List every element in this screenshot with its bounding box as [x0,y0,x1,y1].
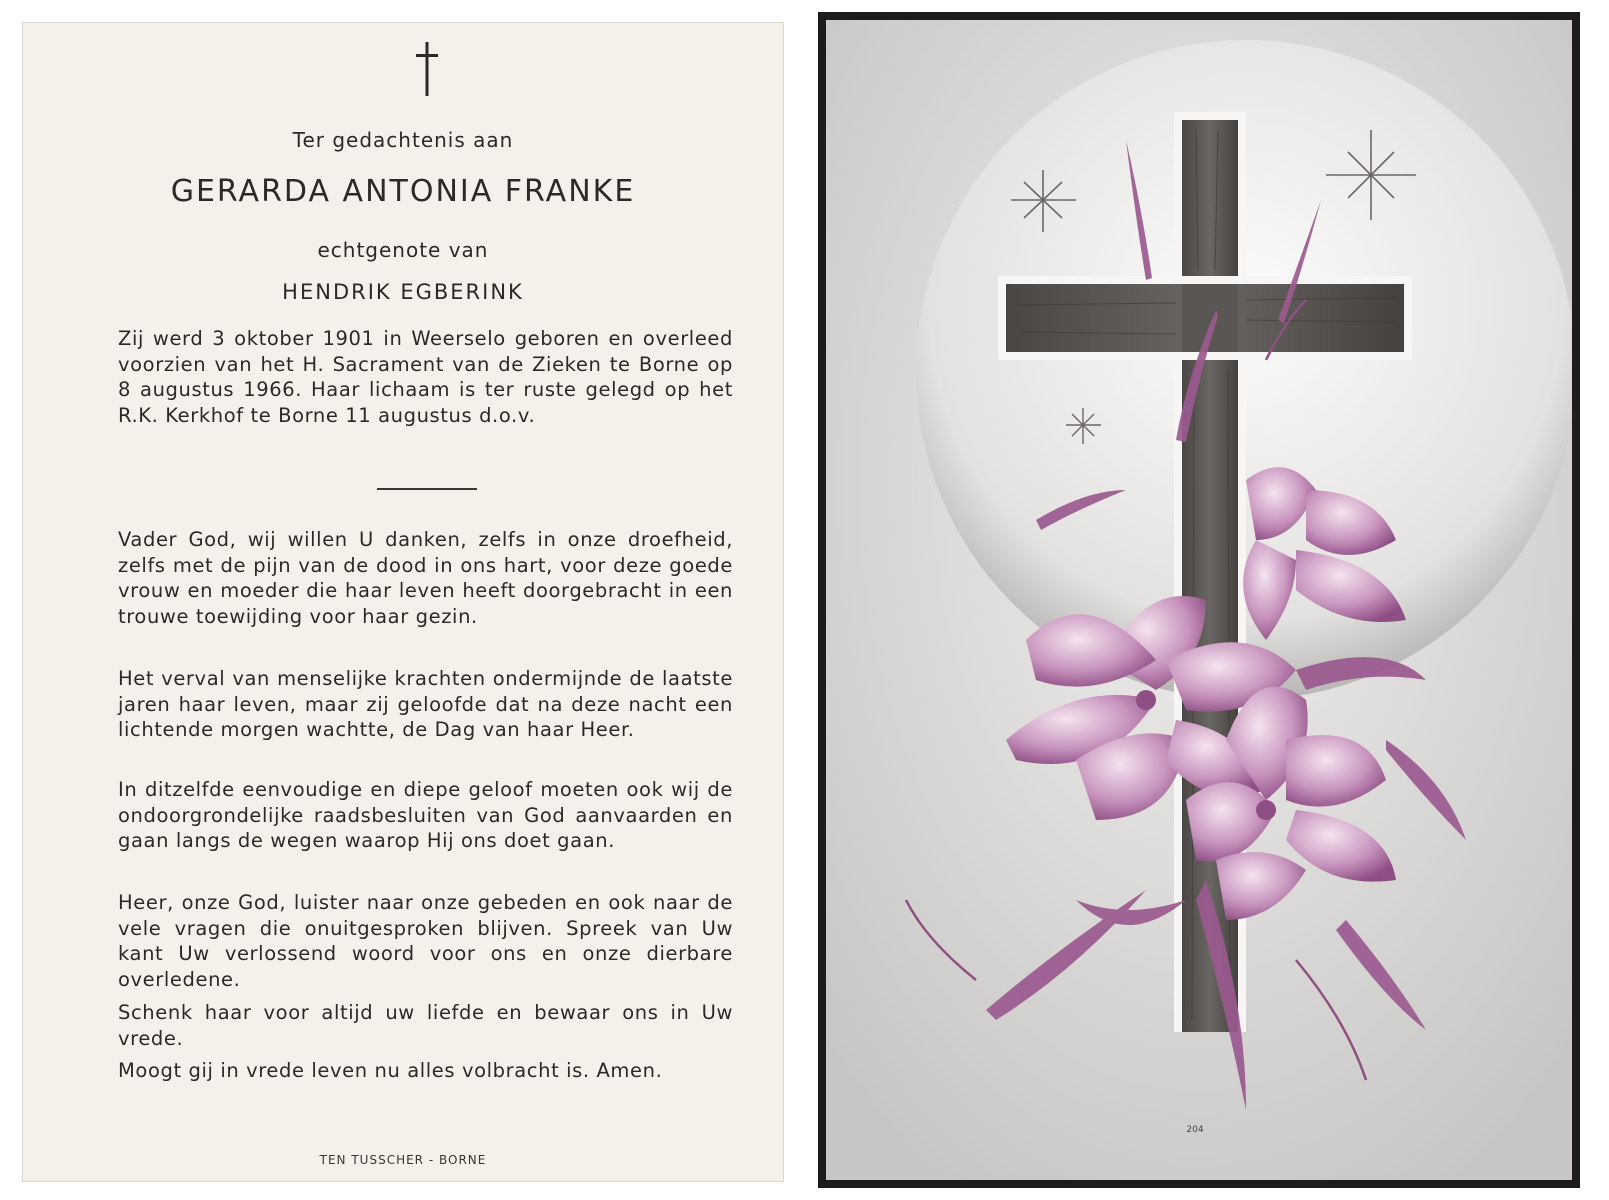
publisher-mark: 204 [1186,1125,1204,1135]
deceased-name: GERARDA ANTONIA FRANKE [170,174,636,209]
spouse-name: HENDRIK EGBERINK [282,280,524,304]
prayer-paragraph: Vader God, wij willen U danken, zelfs in onze droefheid, zelfs met de pijn van de dood in ons hart, voor deze goede vrouw en moeder die haar leven heeft doorgebracht in een trouwe toewijding voor haar gezin. [118,528,733,628]
cross-icon [412,40,442,98]
printer-credit: TEN TUSSCHER - BORNE [319,1153,487,1167]
closing-line: Moogt gij in vrede leven nu alles volbracht is. Amen. [118,1059,663,1082]
spouse-intro-text: echtgenote van [317,238,489,262]
divider-line [377,488,477,490]
right-card-image-side [818,12,1580,1188]
prayer-paragraph: Het verval van menselijke krachten ondermijnde de laatste jaren haar leven, maar zij geloofde dat na deze nacht een lichtende morgen wachtte, de Dag van haar Heer. [118,667,733,741]
intro-text: Ter gedachtenis aan [292,128,514,152]
prayer-paragraph: Schenk haar voor altijd uw liefde en bewaar ons in Uw vrede. [118,1001,733,1050]
cross-with-lilies-illustration [826,20,1572,1180]
prayer-paragraph: Heer, onze God, luister naar onze gebeden en ook naar de vele vragen die onuitgesproken blijven. Spreek van Uw kant Uw verlossend woord voor ons en onze dierbare overledene. [118,891,733,991]
biography-paragraph: Zij werd 3 oktober 1901 in Weerselo geboren en overleed voorzien van het H. Sacrament van de Zieken te Borne op 8 augustus 1966. Haar lichaam is ter ruste gelegd op het R.K. Kerkhof te Borne 11 augustus d.o.v. [118,327,733,427]
prayer-paragraph: In ditzelfde eenvoudige en diepe geloof moeten ook wij de ondoorgrondelijke raadsbesluiten van God aanvaarden en gaan langs de wegen waarop Hij ons doet gaan. [118,778,733,852]
left-card-text-side [22,22,784,1182]
